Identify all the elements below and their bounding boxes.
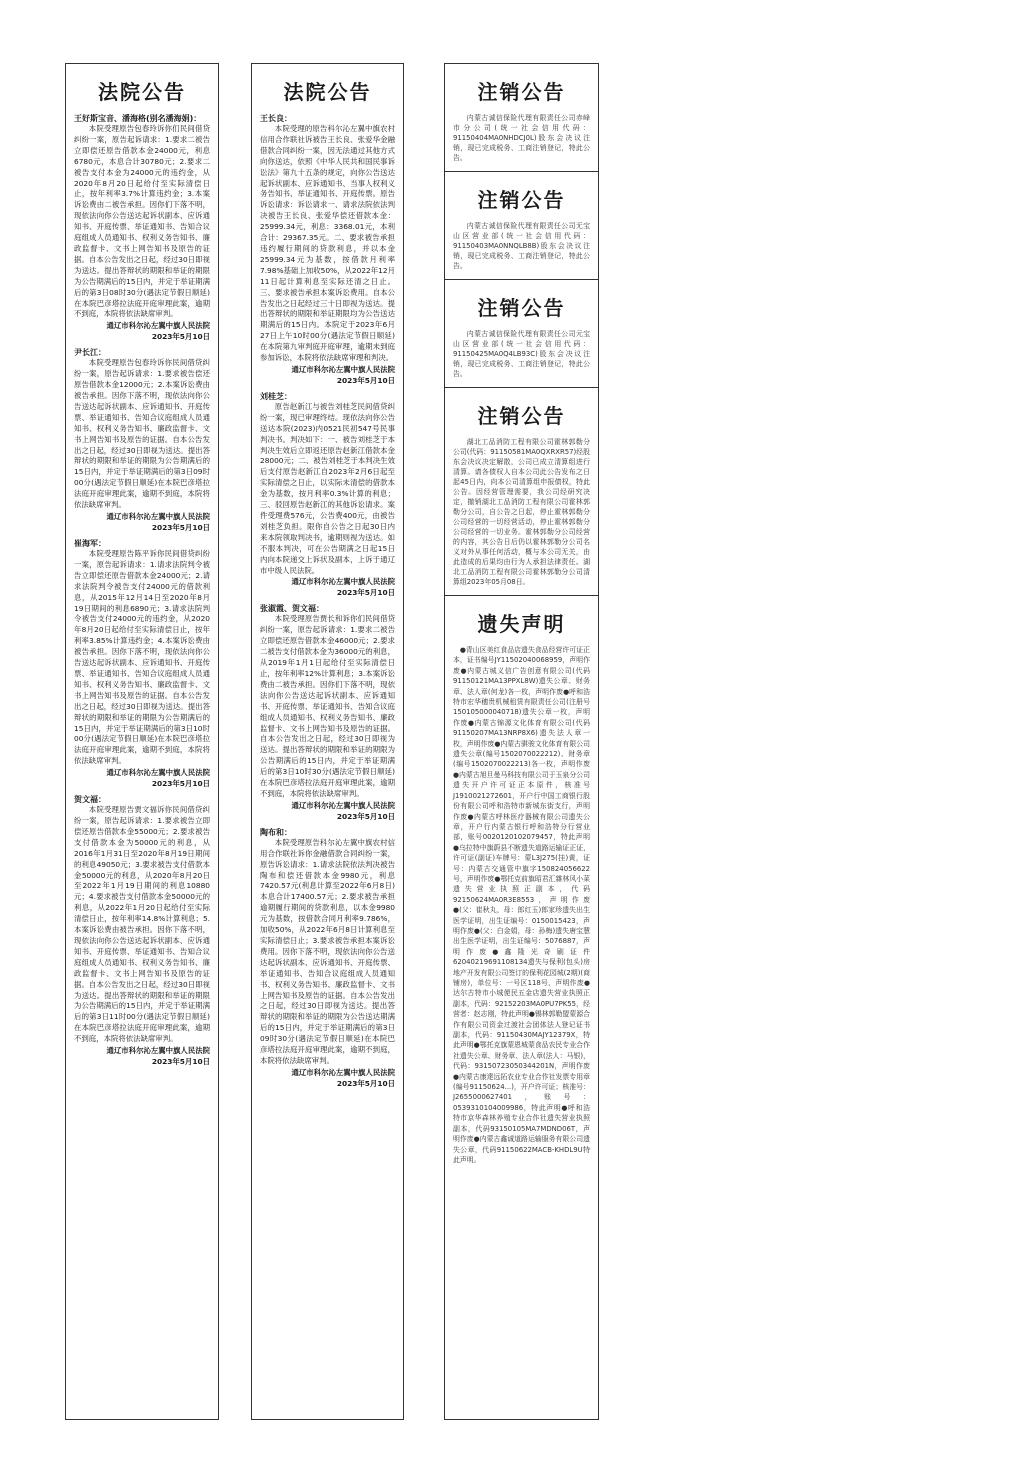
notice-signature: 通辽市科尔沁左翼中旗人民法院 <box>106 768 210 778</box>
cancellation-text: 内蒙古诚信保险代理有限责任公司元宝山区营业部(统一社会信用代码：91150425MA0Q4LB93C)股东会决议注销，现已完成税务、工商注销登记，特此公告。 <box>453 330 590 378</box>
notice-text: 本院受理原告包春玲诉你们民间借贷纠纷一案，原告起诉请求：1.要求二被告立即偿还原告借款本金24000元，利息6780元，本息合计30780元；2.要求二被告支付本金为24000元的违约金，从2020年8月20日起给付至实际清偿日止，按年利率3.7%计算违约金；3.本案诉讼费由二被告承担。因你们下落不明，现依法向你公告送达起诉状副本、应诉通知书、开庭传票、举证通知书、告知合议庭组成人员通知书、权利义务告知书、廉政监督卡、文书上网告知书及原告的证据。自本公告发出之日起，经过30日即视为送达。提出答辩状的期限和举证的期限为公告期满后的15日内，并定于举证期满后的第3日08时30分(遇法定节假日顺延)在本院巴彦塔拉法庭开庭审理此案，逾期不到庭，本院将依法缺席审判。 <box>74 124 210 319</box>
notice <box>260 603 395 821</box>
column-cancellation-and-lost-notices <box>444 63 599 1420</box>
cancellation-notice <box>445 280 598 388</box>
notice-party: 陶布和： <box>260 827 292 837</box>
notice <box>74 538 210 789</box>
notice-text: 本院受理的原告科尔沁左翼中旗农村信用合作联社诉被告王长良、张爱华金融借款合同纠纷一案，因无法通过其他方式向你送达，依照《中华人民共和国民事诉讼法》第九十五条的规定，向你公告送达起诉状副本、应诉通知书、当事人权利义务告知书、举证通知书、开庭传票。原告诉讼请求：诉讼请求一、请求法院依法判决被告王长良、张爱华偿还借款本金：25999.34元，利息：3368.01元，本利合计：29367.35元。二、要求被告承担违约履行期间的贷款利息，并以本金25999.34元为基数，按借款月利率7.98%基础上加收50%，从2022年12月11日起计算利息至实际还清之日止。三、要求被告承担本案诉讼费用。自本公告发出之日起经过三十日即视为送达。提出答辩状的期限和举证期限均为公告送达期满后的15日内。本院定于2023年6月27日上午10时00分(遇法定节假日顺延)在本院第九审判庭开庭审理，逾期未到庭参加诉讼，本院将依法缺席审理和判决。 <box>260 124 395 363</box>
notice-date: 2023年5月10日 <box>151 1057 210 1067</box>
notice-date: 2023年5月10日 <box>151 779 210 789</box>
cancellation-title: 注销公告 <box>477 80 566 104</box>
cancellation-notice <box>445 388 598 596</box>
lost-statement-title: 遗失声明 <box>477 612 566 636</box>
notice-date: 2023年5月10日 <box>336 588 395 598</box>
cancellation-text: 内蒙古诚信保险代理有限责任公司赤峰市分公司(统一社会信用代码：91150404MA0NHDCJ0L)股东会决议注销，现已完成税务、工商注销登记，特此公告。 <box>453 114 590 162</box>
section-title: 法院公告 <box>283 80 372 104</box>
notice-party: 贺文福： <box>74 795 106 805</box>
notice-date: 2023年5月10日 <box>336 811 395 821</box>
lost-statement-text: ●青山区美红食品店遗失食品经营许可证正本，证书编号JY11502040068959，声明作废●内蒙古城义信广告创意有限公司(代码91150121MA13PPXL8W)遗失公章、财务章、法人章(何龙)各一枚，声明作废●呼和浩特市宏华穗贵机械租赁有限责任公司(注册号150105000040718)遗失公章一枚，声明作废●内蒙古锦源文化体育有限公司(代码91150207MA13NRP8X6)遗失法人章一枚，声明作废●内蒙古骐骏文化体育有限公司遗失公章(编号1502070022212)、财务章(编号1502070022213)各一枚，声明作废●内蒙古旭旦曼马科技有限公司于玉泉分公司遗失开户许可证正本原件，核准号J1910021272601，开户行中国工商银行股份有限公司呼和浩特市新城东街支行，声明作废●内蒙古呼林医疗器械有限公司遗失公章，开户行内蒙古银行呼和浩特分行营业部，账号0020120102079457，特此声明●乌拉特中旗蔚县不断遗失道路运输证正证，许可证(副证)车牌号：蒙L3J275(挂)黄，证号：内蒙古交通管中旗字150824056622号，声明作废●鄂托克前旗昭君汇雜林风小菜遗失营业执照正副本，代码92150624MA0R3E8553，声明作废●(父：崔秋丸，母：郎红玉)郎家珍遗失出生医学证明，出生证编号：0150015423，声明作废●(父：白金娟，母：孙梅)遗失唐宝慧出生医学证明，出生证编号：5076887，声明作废●鑫隆光奇刷证件62040219691108134遗失与保利(包头)房地产开发有限公司签订的保利花园城(2期)(商铺房)，单位号：一号区118号，声明作废●达尔古特市小城便民五金店遗失营业执照正副本，代码：92152203MA0PU7PK55，经营者：赵志刚，特此声明●锡林郭勒盟蒙源合作有限公司资金过渡社会团体法人登记证书副本，代码：91150430MAJY12379X，特此声明●鄂托克旗蒙恩城蒙食品农民专业合作社遗失公章、财务章、法人章(法人：马银)，代码：93150723050344201N，声明作废●内蒙古康達远拓农业专业合作社发票专用章(编号91150624...)，开户许可证；核准号：J2655000627401，账号：0539310104009986，特此声明●呼和浩特市京华森林养殖专业合作社遗失营业执照副本，代码93150105MA7MDND06T，声明作废●内蒙古鑫诚道路运输服务有限公司遗失公章，代码91150622MACB-KHDL9U特此声明。 <box>453 646 590 1164</box>
notice-text: 本院受理原告贾长和诉你们民间借贷纠纷一案，原告起诉请求：1.要求二被告立即偿还原告借款本金46000元；2.要求二被告支付借款本金为36000元的利息，从2019年1月1日起给付至实际清偿日止，按年利率12%计算利息；3.本案诉讼费由二被告承担。因你们下落不明，现依法向你公告送达起诉状副本、应诉通知书、开庭传票、举证通知书、告知合议庭组成人员通知书、权利义务告知书、廉政监督卡、文书上网告知书及原告的证据。自本公告发出之日起，经过30日即视为送达。提出答辩状的期限和举证的期限为公告期满后的15日内，并定于举证期满后的第3日10时30分(遇法定节假日顺延)在本院巴彦塔拉法庭开庭审理此案，逾期不到庭，本院将依法缺席审判。 <box>260 614 395 798</box>
notice-party: 尹长江： <box>74 348 106 358</box>
notice-text: 原告赵新江与被告刘桂芝民间借贷纠纷一案，现已审理终结。现依法向你公告送达本院(2023)内0521民初547号民事判决书。判决如下：一、被告刘桂芝于本判决生效后立即返还原告赵新江借款本金28000元；二、被告刘桂芝于本判决生效后支付原告赵新江自2023年2月6日起至实际清偿之日止，以实际未清偿的借款本金为基数，按月利率0.3%计算的利息；三、驳回原告赵新江的其他诉讼请求。案件受理费576元，公告费400元，由被告刘桂芝负担。限你自公告之日起30日内来本院领取判决书，逾期则视为送达。如不服本判决，可在公告期满之日起15日内向本院递交上诉状及副本，上诉于通辽市中级人民法院。 <box>260 401 395 575</box>
notice <box>74 347 210 533</box>
section-title: 法院公告 <box>98 80 186 104</box>
notice <box>74 794 210 1067</box>
cancellation-text: 内蒙古诚信保险代理有限责任公司无宝山区营业部(统一社会信用代码：91150403MA0NNQLB8B)股东会决议注销，现已完成税务、工商注销登记，特此公告。 <box>453 222 590 270</box>
cancellation-title: 注销公告 <box>477 188 566 212</box>
cancellation-text: 湖北工品消防工程有限公司霍林郭勒分公司(代码：91150581MA0QXRXR57)经股东会决议决定解散，公司已成立清算组进行清算。请各债权人自本公司此公告发布之日起45日内，向本公司清算组申报债权，特此公告。因经营管理需要，我公司经研究决定，撤销湖北工品消防工程有限公司霍林郭勒分公司，自公告之日起，停止霍林郭勒分公司经营的一切经营活动，停止霍林郭勒分公司经营的一切业务。霍林郭勒分公司经营的内容，其公告日后仍以霍林郭勒分公司名义对外从事任何活动，概与本公司无关，由此造成的后果均由行为人承担法律责任。湖北工品消防工程有限公司霍林郭勒分公司清算组2023年05月08日。 <box>453 438 590 586</box>
notice-signature: 通辽市科尔沁左翼中旗人民法院 <box>291 577 395 587</box>
notice-text: 本院受理原告贾文福诉你民间借贷纠纷一案，原告起诉请求：1.要求被告立即偿还原告借款本金55000元；2.要求被告支付借款本金为50000元的利息，从2016年1月31日至2020年8月19日期间的利息49050元；3.要求被告支付借款本金50000元的利息，从2020年8月20日至2022年1月19日期间的利息10880元；4.要求被告支付借款本金50000元的利息，从2022年1月20日起给付至实际清偿日止，按年利率14.8%计算利息；5.本案诉讼费由被告承担。因你下落不明，现依法向你公告送达起诉状副本、应诉通知书、开庭传票、举证通知书、告知合议庭组成人员通知书、权利义务告知书、廉政监督卡、文书上网告知书及原告的证据。自本公告发出之日起，经过30日即视为送达。提出答辩状的期限和举证的期限为公告期满后的15日内，并定于举证期满后的第3日11时00分(遇法定节假日顺延)在本院巴彦塔拉法庭开庭审理此案，逾期不到庭，本院将依法缺席审判。 <box>74 805 210 1044</box>
notice-date: 2023年5月10日 <box>336 375 395 385</box>
notice-party: 张淑霞、贺文福： <box>260 604 324 614</box>
notice-date: 2023年5月10日 <box>336 1078 395 1088</box>
notice-date: 2023年5月10日 <box>151 523 210 532</box>
cancellation-notice <box>445 172 598 280</box>
cancellation-title: 注销公告 <box>477 404 566 428</box>
notice-text: 本院受理原告包春玲诉你民间借贷纠纷一案，原告起诉请求：1.要求被告偿还原告借款本金12000元；2.本案诉讼费由被告承担。因你下落不明，现依法向你公告送达起诉状副本、应诉通知书、开庭传票、举证通知书、告知合议庭组成人员通知书、权利义务告知书、廉政监督卡、文书上网告知书及原告的证据。自本公告发出之日起，经过30日即视为送达。提出答辩状的期限和举证的期限为公告期满后的15日内，并定于举证期满后的第3日09时00分(遇法定节假日顺延)在本院巴彦塔拉法庭开庭审理此案，逾期不到庭，本院将依法缺席审判。 <box>74 358 210 510</box>
notice-signature: 通辽市科尔沁左翼中旗人民法院 <box>106 321 210 331</box>
notice-signature: 通辽市科尔沁左翼中旗人民法院 <box>291 364 395 374</box>
notice <box>260 391 395 599</box>
notice-party: 崔海军： <box>74 539 106 548</box>
notice <box>74 113 210 342</box>
notice-party: 王好斯宝音、潘海格(别名潘海娟)： <box>74 114 202 123</box>
notice-signature: 通辽市科尔沁左翼中旗人民法院 <box>106 1046 210 1056</box>
notice-party: 王长良： <box>260 114 292 123</box>
cancellation-title: 注销公告 <box>477 296 566 320</box>
notice-text: 本院受理原告科尔沁左翼中旗农村信用合作联社诉你金融借款合同纠纷一案，原告诉讼请求：1.请求法院依法判决被告陶布和偿还借款本金9980元，利息7420.57元(利息计算至2022年6月8日)本息合计17400.57元；2.要求被告承担逾期履行期间的贷款利息，以本金9980元为基数，按借款合同月利率9.786%，加收50%，从2022年6月8日计算利息至实际清偿日止；3.要求被告承担本案诉讼费用。因你下落不明，现依法向你公告送达起诉状副本、应诉通知书、开庭传票、举证通知书、告知合议庭组成人员通知书、权利义务告知书、廉政监督卡、文书上网告知书及原告的证据。自本公告发出之日起，经过30日即视为送达。提出答辩状的期限和举证的期限为公告送达期满后的15日内，并定于举证期满后的第3日09时30分(遇法定节假日顺延)在本院巴彦塔拉法庭开庭审理此案，逾期不到庭，本院将依法缺席审判。 <box>260 837 395 1065</box>
notice-signature: 通辽市科尔沁左翼中旗人民法院 <box>291 1067 395 1077</box>
notice <box>260 827 395 1089</box>
notice-signature: 通辽市科尔沁左翼中旗人民法院 <box>291 800 395 810</box>
notice-signature: 通辽市科尔沁左翼中旗人民法院 <box>106 512 210 521</box>
cancellation-notice <box>445 64 598 172</box>
notice-text: 本院受理原告陈平诉你民间借贷纠纷一案，原告起诉请求：1.请求法院判令被告立即偿还原告借款本金24000元；2.请求法院判令被告支付24000元的借款利息，从2015年12月14日至2020年8月19日期间的利息6890元；3.请求法院判令被告支付24000元的违约金，从2020年8月20日起给付至实际清偿日止，按年利率3.85%计算违约金；4.本案诉讼费由被告承担。因你下落不明，现依法向你公告送达起诉状副本、应诉通知书、开庭传票、举证通知书、告知合议庭组成人员通知书、权利义务告知书、廉政监督卡、文书上网告知书及原告的证据。自本公告发出之日起，经过30日即视为送达。提出答辩状的期限和举证的期限为公告期满后的15日内，并定于举证期满后的第3日10时00分(遇法定节假日顺延)在本院巴彦塔拉法庭开庭审理此案，逾期不到庭，本院将依法缺席审判。 <box>74 549 210 766</box>
notice-date: 2023年5月10日 <box>151 332 210 342</box>
column-court-notices-middle <box>251 63 404 1420</box>
lost-statement <box>445 596 598 1169</box>
notice <box>260 113 395 386</box>
notice-party: 刘桂芝： <box>260 391 292 401</box>
column-court-notices-left <box>65 63 219 1420</box>
